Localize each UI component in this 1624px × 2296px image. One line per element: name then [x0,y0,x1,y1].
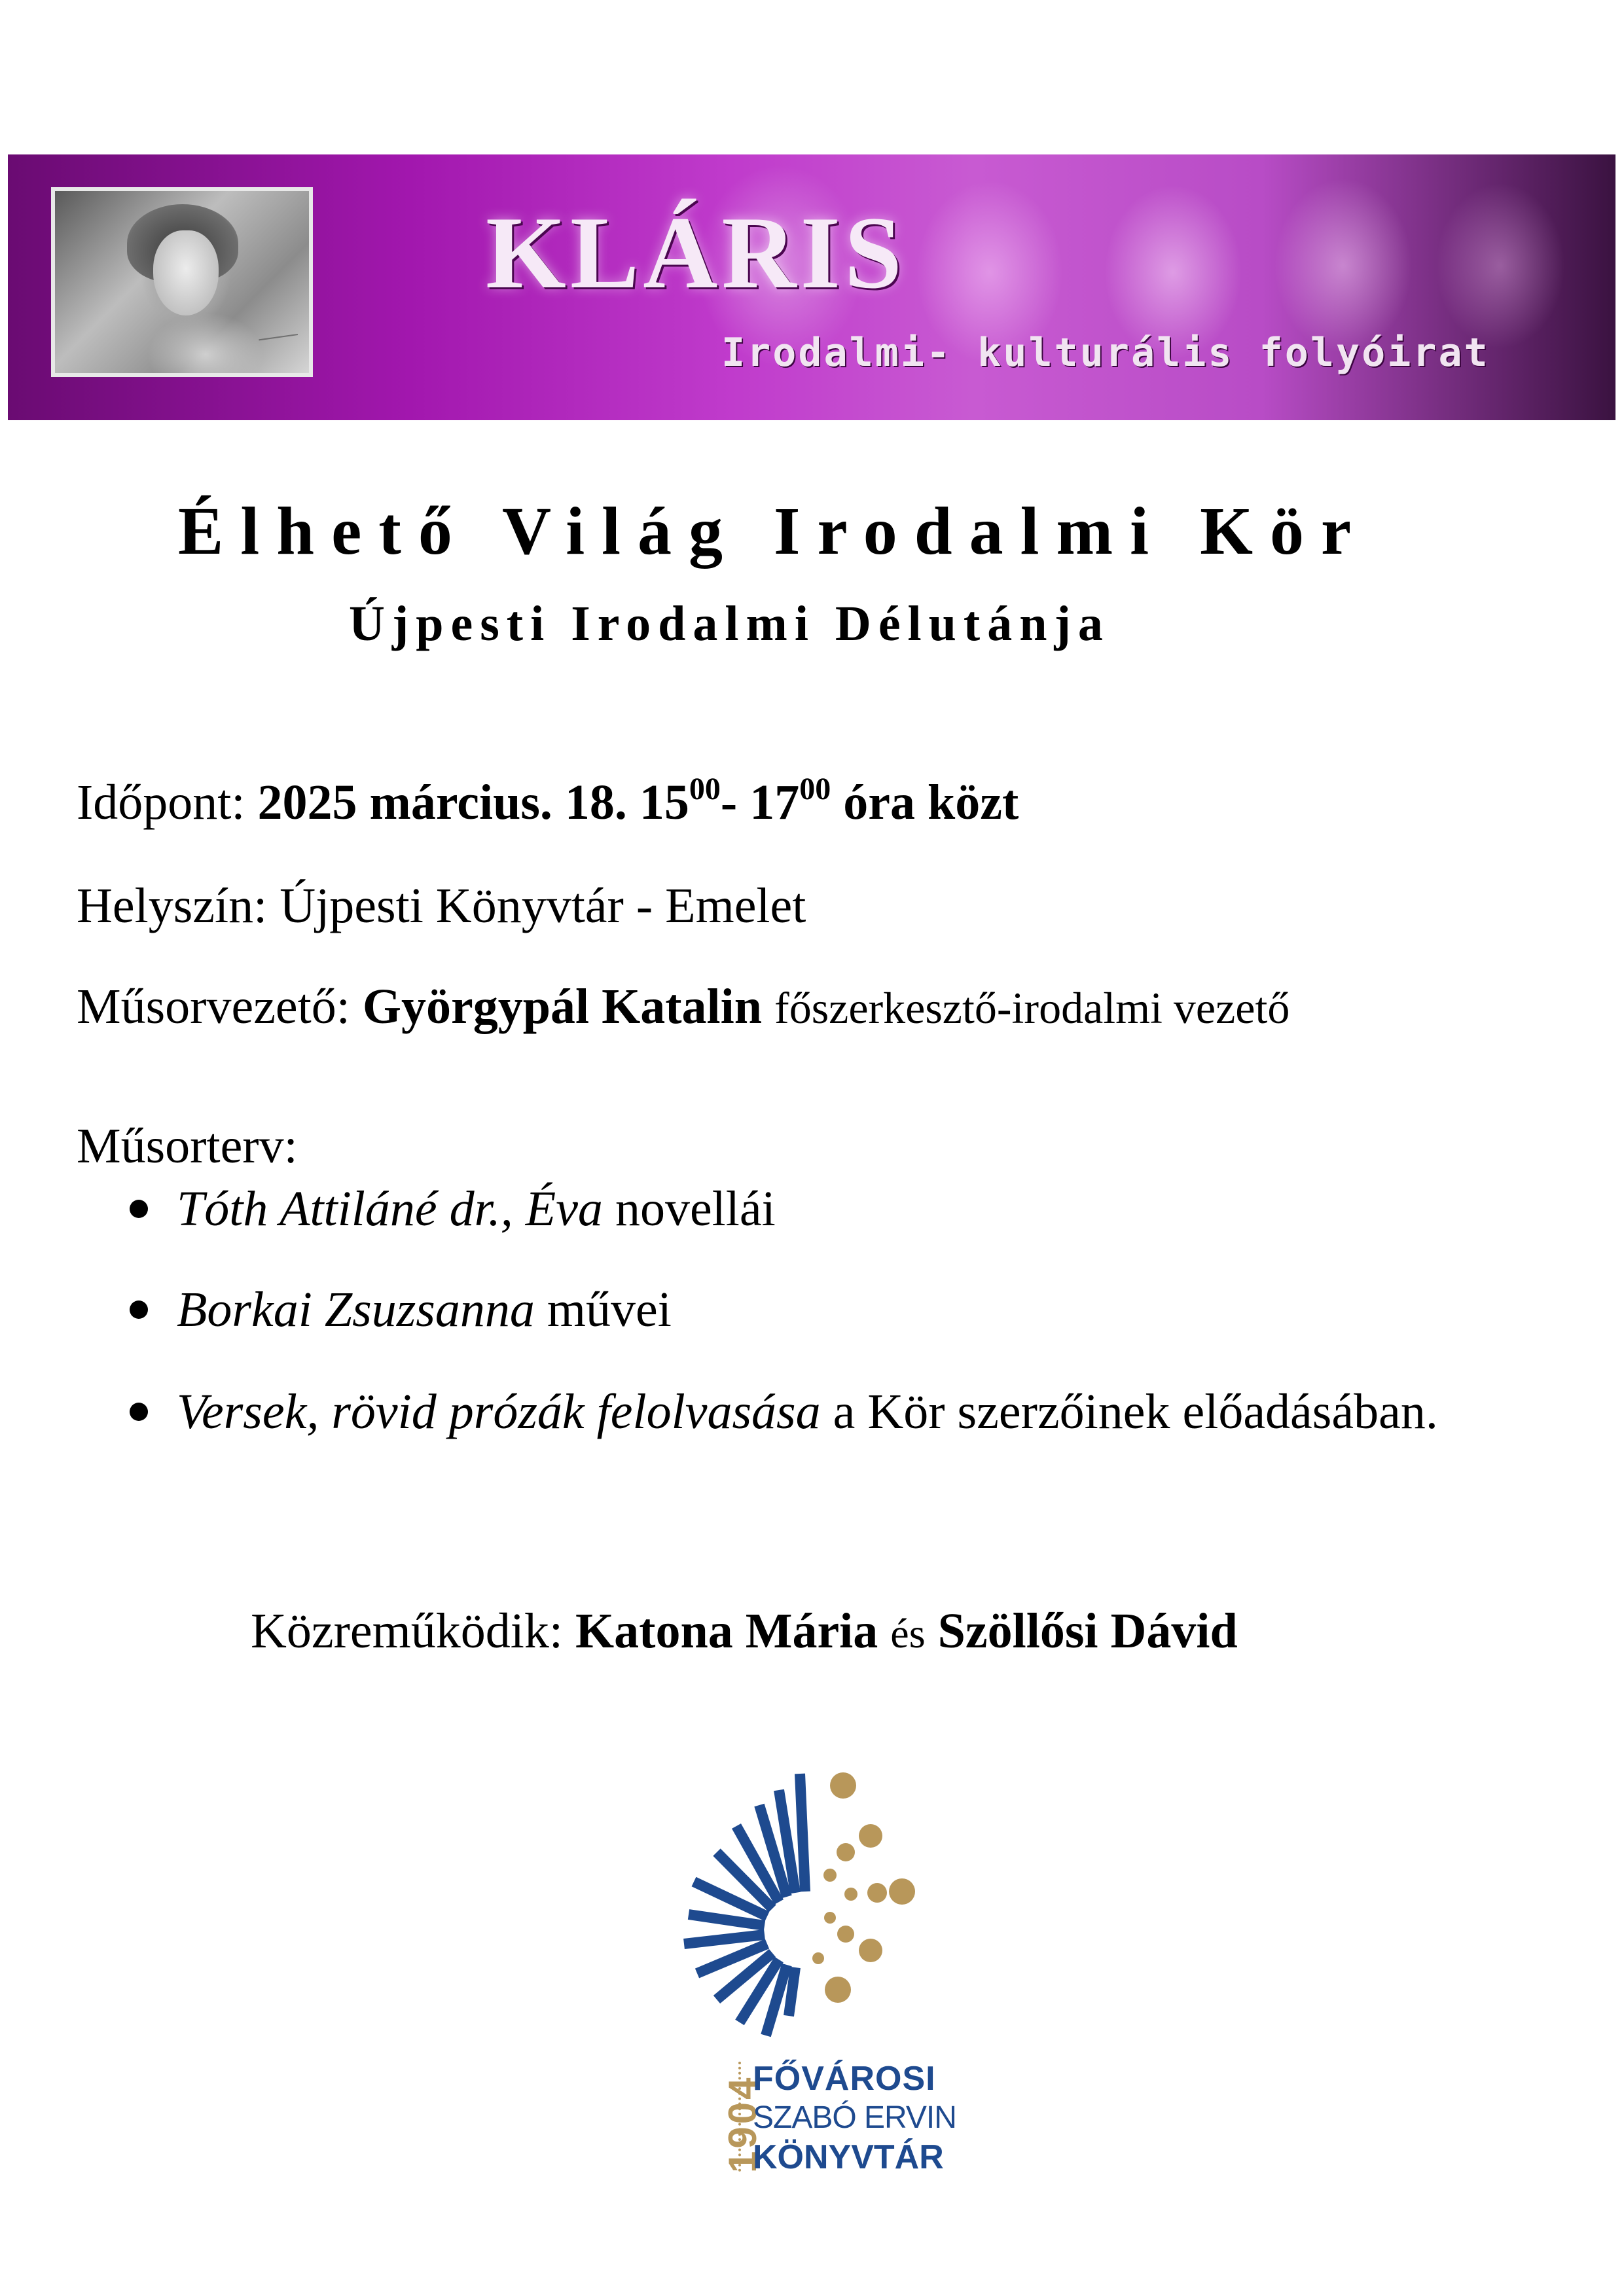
contributor-name: Katona Mária [575,1604,878,1659]
program-heading: Műsorterv: [77,1119,298,1174]
event-subtitle: Újpesti Irodalmi Délutánja [349,596,1110,651]
program-item-author: Borkai Zsuzsanna [177,1282,535,1337]
start-minutes: 00 [689,772,721,806]
header-banner [8,154,1615,420]
program-item [124,1279,1499,1340]
logo-line-2: SZABÓ ERVIN [753,2100,956,2135]
portrait-image [51,187,313,377]
program-item-text: novellái [615,1181,776,1236]
event-host [77,979,1290,1034]
logo-year: 1904 [721,2075,765,2173]
event-venue: Helyszín: Újpesti Könyvtár - Emelet [77,878,806,933]
contributor-name: Szöllősi Dávid [937,1604,1238,1659]
program-list [124,1178,1499,1483]
contributors-conj: és [890,1610,926,1657]
program-item-author: Versek, rövid prózák felolvasása [177,1384,821,1439]
end-minutes: 00 [799,772,831,806]
program-item [124,1381,1499,1443]
contributors [251,1604,1238,1659]
host-name: Györgypál Katalin [362,979,763,1034]
host-role: főszerkesztő-irodalmi vezető [774,983,1290,1033]
magazine-title: KLÁRIS [486,196,906,310]
date-suffix: óra közt [843,775,1019,830]
bullet-icon [130,1200,148,1218]
contributors-label: Közreműködik: [251,1604,564,1659]
logo-wordmark [753,2062,956,2174]
event-date [77,772,1019,830]
logo-line-1: FŐVÁROSI [753,2060,936,2098]
portrait-face [153,230,219,315]
date-dash: - 17 [720,775,800,830]
logo-line-3: KÖNYVTÁR [753,2138,944,2176]
program-item-author: Tóth Attiláné dr., Éva [177,1181,603,1236]
bullet-icon [130,1300,148,1319]
date-value: 2025 március. 18. 15 [257,775,689,830]
program-item [124,1178,1499,1240]
library-logo-mark [655,1754,969,2055]
magazine-subtitle: Irodalmi- kulturális folyóirat [721,330,1490,376]
date-label: Időpont: [77,775,245,830]
program-item-text: művei [547,1282,672,1337]
portrait-signature [259,334,301,367]
program-item-text: a Kör szerzőinek előadásában. [833,1384,1438,1439]
host-label: Műsorvezető: [77,979,350,1034]
event-title: Élhető Világ Irodalmi Kör [178,493,1369,569]
library-logo [655,1754,969,2186]
bullet-icon [130,1403,148,1421]
